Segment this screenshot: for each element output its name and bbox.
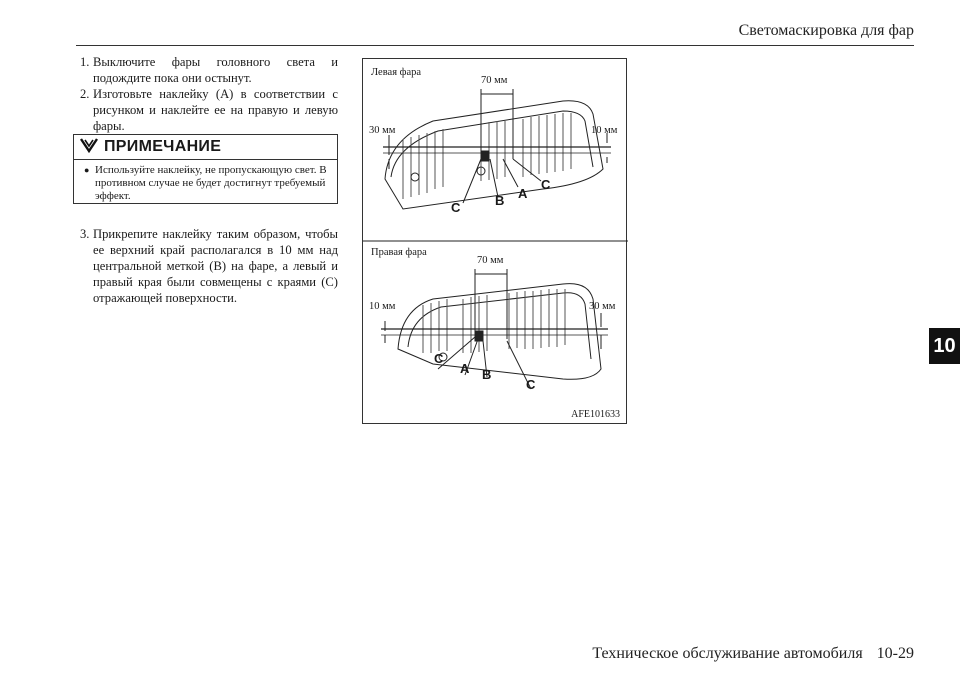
- step-number: 3.: [80, 227, 90, 241]
- top-left-dim: 30 мм: [369, 125, 396, 136]
- headlamp-figure: [362, 58, 627, 424]
- label-c: C: [526, 377, 536, 392]
- step-text: Прикрепите наклейку таким образом, чтобы ее верхний край располагался в 10 мм над центральной меткой (B) на фаре, а левый и правый края были совмещены с краями (C) отражающей поверхности.: [93, 227, 338, 305]
- top-right-dim: 10 мм: [591, 125, 618, 136]
- bullet-icon: ●: [84, 165, 90, 175]
- label-a: A: [460, 361, 470, 376]
- left-headlamp-caption: Левая фара: [371, 67, 422, 78]
- step-number: 1.: [80, 55, 90, 69]
- note-body: [74, 160, 337, 203]
- top-width-dim: 70 мм: [481, 75, 508, 86]
- bottom-right-dim: 30 мм: [589, 301, 616, 312]
- step-text: Изготовьте наклейку (A) в соответствии с рисунком и наклейте ее на правую и левую фары.: [93, 87, 338, 133]
- note-icon: [80, 137, 98, 158]
- step-3: [80, 226, 338, 306]
- label-c: C: [541, 177, 551, 192]
- header-title: Светомаскировка для фар: [738, 22, 914, 39]
- note-title: ПРИМЕЧАНИЕ: [104, 138, 222, 155]
- label-b: B: [495, 193, 505, 208]
- figure-code: AFE101633: [571, 409, 620, 420]
- header-rule: [76, 45, 914, 46]
- label-a: A: [518, 186, 528, 201]
- steps-list: [80, 54, 338, 134]
- label-c: C: [451, 200, 461, 215]
- label-c: C: [434, 351, 444, 366]
- page-footer: [592, 645, 914, 663]
- note-box: [73, 134, 338, 204]
- step-number: 2.: [80, 87, 90, 101]
- chapter-tab: 10: [929, 328, 960, 364]
- label-b: B: [482, 367, 492, 382]
- step-text: Выключите фары головного света и подождите пока они остынут.: [93, 55, 338, 85]
- step-1: [80, 54, 338, 86]
- footer-section: Техническое обслуживание автомобиля: [592, 645, 863, 662]
- step-2: [80, 86, 338, 134]
- bottom-width-dim: 70 мм: [477, 255, 504, 266]
- headlamp-diagram: [363, 59, 628, 425]
- page-number: 10-29: [876, 645, 914, 662]
- note-text: Используйте наклейку, не пропускающую свет. В противном случае не будет достигнут требуемый эффект.: [95, 164, 327, 202]
- bottom-left-dim: 10 мм: [369, 301, 396, 312]
- right-headlamp-caption: Правая фара: [371, 247, 427, 258]
- note-header: [74, 135, 337, 160]
